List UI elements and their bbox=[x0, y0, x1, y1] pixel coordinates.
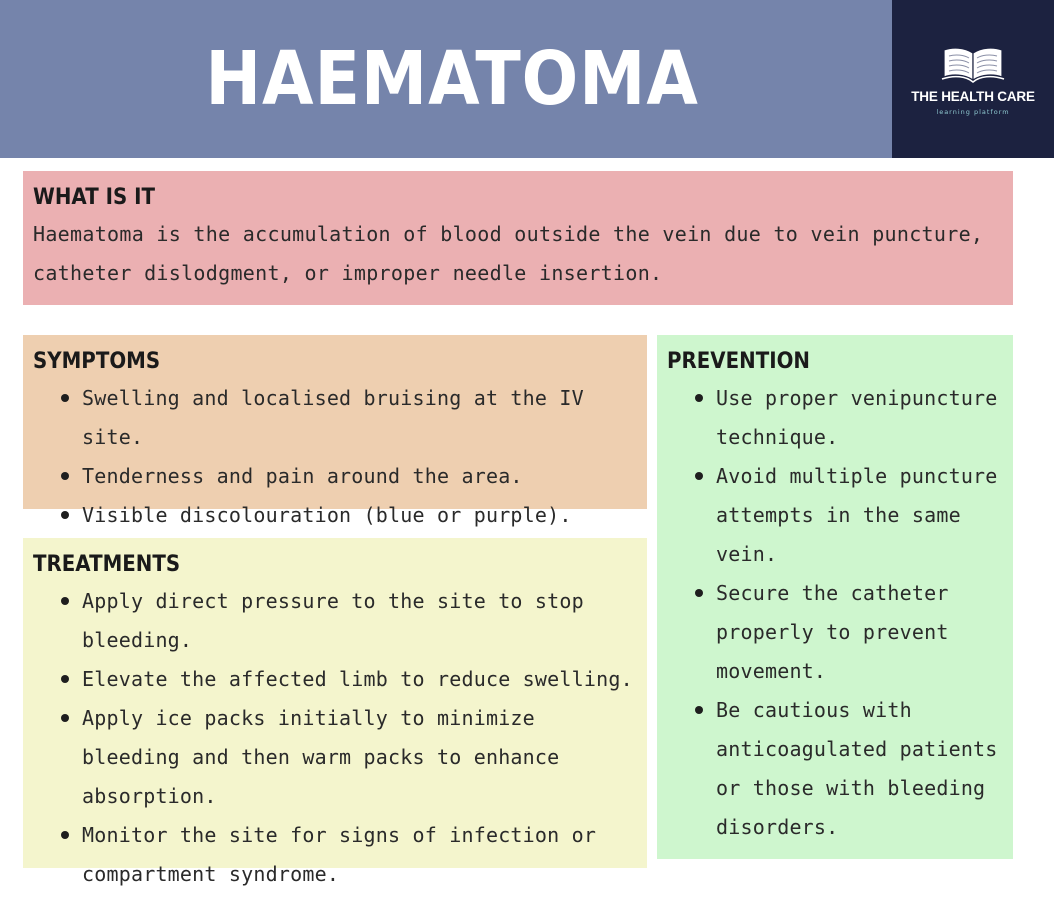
symptoms-list bbox=[33, 379, 637, 535]
bullet-icon bbox=[695, 472, 703, 480]
list-item: Apply direct pressure to the site to stop bleeding. bbox=[82, 582, 637, 660]
bullet-icon bbox=[695, 706, 703, 714]
what-description: Haematoma is the accumulation of blood outside the vein due to vein puncture, catheter dislodgment, or improper needle insertion. bbox=[33, 222, 984, 285]
what-is-it-panel bbox=[23, 171, 1013, 305]
list-item: Elevate the affected limb to reduce swelling. bbox=[82, 660, 637, 699]
list-item: Secure the catheter properly to prevent movement. bbox=[716, 574, 1003, 691]
bullet-icon bbox=[61, 714, 69, 722]
bullet-icon bbox=[61, 597, 69, 605]
bullet-icon bbox=[61, 675, 69, 683]
list-item: Avoid multiple puncture attempts in the same vein. bbox=[716, 457, 1003, 574]
brand-logo bbox=[892, 0, 1054, 158]
list-item: Swelling and localised bruising at the IV site. bbox=[82, 379, 637, 457]
page-title: HAEMATOMA bbox=[205, 36, 699, 122]
title-banner bbox=[0, 0, 892, 158]
brand-name: THE HEALTH CARE bbox=[911, 88, 1035, 104]
list-item: Monitor the site for signs of infection or compartment syndrome. bbox=[82, 816, 637, 894]
list-item: Apply ice packs initially to minimize bleeding and then warm packs to enhance absorption. bbox=[82, 699, 637, 816]
list-item: Tenderness and pain around the area. bbox=[82, 457, 637, 496]
bullet-icon bbox=[695, 589, 703, 597]
prevention-list bbox=[667, 379, 1003, 847]
bullet-icon bbox=[695, 394, 703, 402]
list-item: Be cautious with anticoagulated patients or those with bleeding disorders. bbox=[716, 691, 1003, 847]
bullet-icon bbox=[61, 472, 69, 480]
brand-tagline: learning platform bbox=[936, 107, 1010, 116]
treatments-list bbox=[33, 582, 637, 894]
bullet-icon bbox=[61, 831, 69, 839]
list-item: Visible discolouration (blue or purple). bbox=[82, 496, 637, 535]
open-book-icon bbox=[940, 43, 1006, 83]
bullet-icon bbox=[61, 511, 69, 519]
treatments-heading: TREATMENTS bbox=[33, 552, 181, 577]
what-heading: WHAT IS IT bbox=[33, 185, 155, 210]
prevention-heading: PREVENTION bbox=[667, 349, 810, 374]
symptoms-panel bbox=[23, 335, 647, 527]
list-item: Use proper venipuncture technique. bbox=[716, 379, 1003, 457]
symptoms-heading: SYMPTOMS bbox=[33, 349, 161, 374]
bullet-icon bbox=[61, 394, 69, 402]
treatments-panel bbox=[23, 538, 647, 886]
prevention-panel bbox=[657, 335, 1013, 859]
